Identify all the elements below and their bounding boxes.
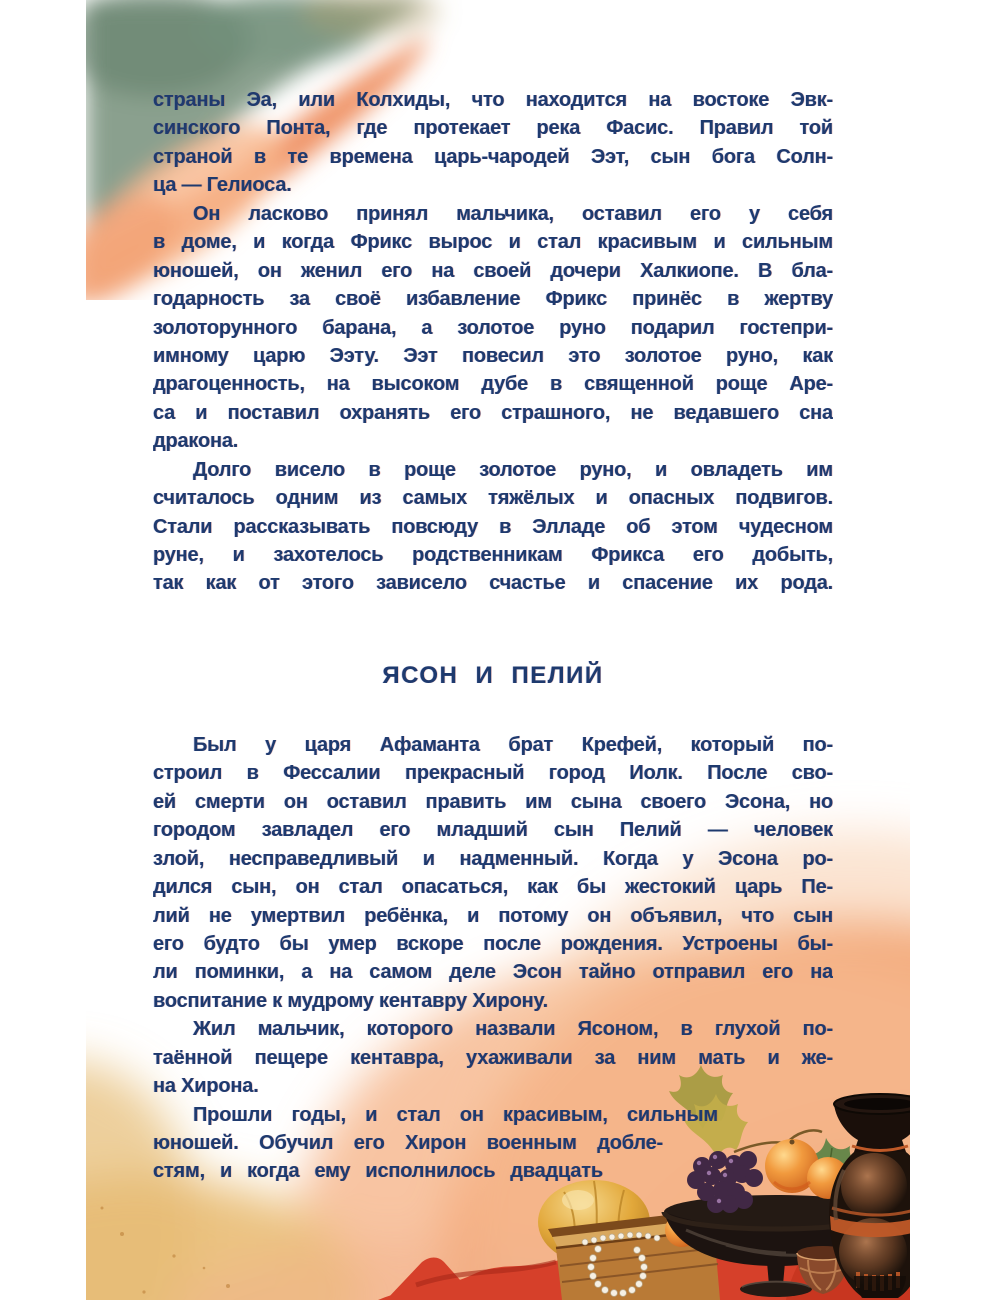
text-line: имному царю Ээту. Ээт повесил это золотое руно, как	[153, 344, 833, 367]
text-line: в доме, и когда Фрикс вырос и стал красивым и сильным	[153, 231, 833, 254]
text-line: городом завладел его младший сын Пелий — человек	[153, 819, 833, 842]
paragraph	[153, 1101, 833, 1186]
text-line: стям, и когда ему исполнилось двадцать	[153, 1160, 603, 1183]
text-line: воспитание к мудрому кентавру Хирону.	[153, 989, 548, 1012]
text-line: драгоценность, на высоком дубе в священной роще Аре-	[153, 373, 833, 396]
text-line: ей смерти он оставил править им сына своего Эсона, но	[153, 790, 833, 813]
text-line: страны Эа, или Колхиды, что находится на востоке Эвк-	[153, 89, 833, 111]
text-line: Жил мальчик, которого назвали Ясоном, в глухой по-	[193, 1018, 833, 1041]
text-line: ли поминки, а на самом деле Эсон тайно отправил его на	[153, 961, 833, 984]
text-line: злой, несправедливый и надменный. Когда у Эсона ро-	[153, 847, 833, 870]
paragraph	[153, 731, 833, 1015]
text-line: Прошли годы, и стал он красивым, сильным	[193, 1103, 718, 1126]
text-line: на Хирона.	[153, 1075, 259, 1098]
text-line: его будто бы умер вскоре после рождения. Устроены бы-	[153, 932, 833, 955]
text-line: так как от этого зависело счастье и спасение их рода.	[153, 572, 833, 595]
chapter-heading: ЯСОН И ПЕЛИЙ	[382, 661, 604, 689]
text-line: лий не умертвил ребёнка, и потому он объявил, что сын	[153, 904, 833, 927]
text-line: Долго висело в роще золотое руно, и овладеть им	[193, 458, 833, 481]
paragraph	[153, 456, 833, 598]
text-line: юношей. Обучил его Хирон военным добле-	[153, 1132, 663, 1154]
text-line: са и поставил охранять его страшного, не ведавшего сна	[153, 401, 833, 424]
text-line: золоторунного барана, а золотое руно подарил гостепри-	[153, 316, 833, 339]
text-line: таённой пещере кентавра, ухаживали за ним мать и же-	[153, 1046, 833, 1069]
text-line: ца — Гелиоса.	[153, 174, 292, 197]
text-line: Стали рассказывать повсюду в Элладе об этом чудесном	[153, 515, 833, 538]
text-line: дракона.	[153, 430, 239, 453]
text-line: считалось одним из самых тяжёлых и опасных подвигов.	[153, 487, 833, 510]
text-line: строил в Фессалии прекрасный город Иолк. После сво-	[153, 762, 833, 785]
text-line: Он ласково принял мальчика, оставил его у себя	[193, 202, 833, 225]
text-line: годарность за своё избавление Фрикс принёс в жертву	[153, 288, 833, 311]
paragraph	[153, 200, 833, 456]
paragraph	[153, 86, 833, 200]
page-text	[153, 86, 833, 1186]
text-line: дился сын, он стал опасаться, как бы жестокий царь Пе-	[153, 876, 833, 899]
paragraph	[153, 1015, 833, 1100]
text-line: страной в те времена царь-чародей Ээт, сын бога Солн-	[153, 145, 833, 168]
text-line: синского Понта, где протекает река Фасис. Правил той	[153, 117, 833, 140]
text-line: руне, и захотелось родственникам Фрикса его добыть,	[153, 544, 833, 566]
text-line: Был у царя Афаманта брат Крефей, который по-	[193, 733, 833, 756]
text-line: юношей, он женил его на своей дочери Халкиопе. В бла-	[153, 259, 833, 282]
